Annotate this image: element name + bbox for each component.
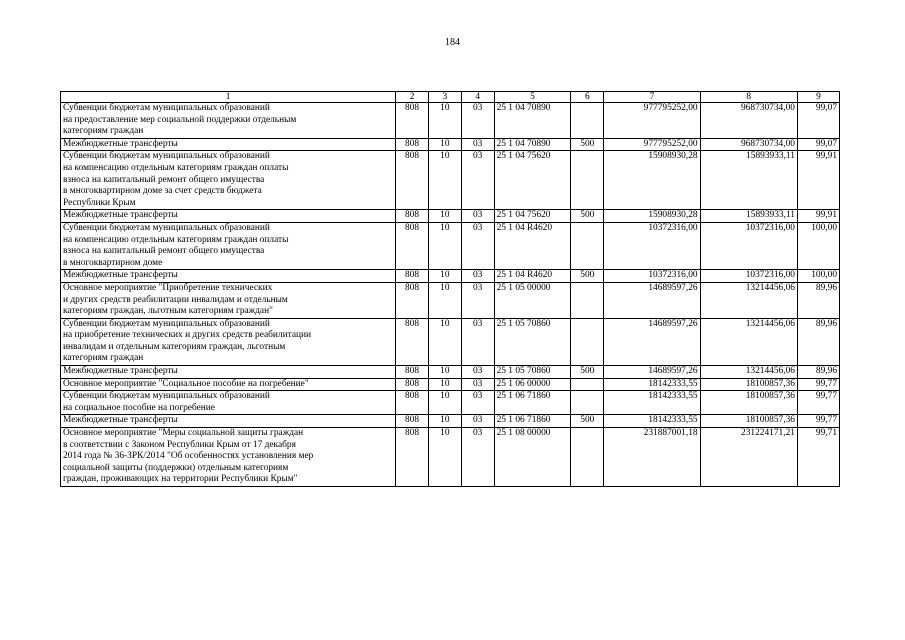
expense-type-cell: 500: [571, 270, 604, 283]
planned-amount-cell: 14689597,26: [604, 318, 700, 365]
table-row: [61, 103, 840, 139]
admin-code-cell: 808: [396, 210, 429, 223]
admin-code-cell: 808: [396, 222, 429, 269]
execution-percent-cell: 99,91: [797, 210, 839, 223]
target-article-cell: 25 1 04 R4620: [494, 270, 571, 283]
execution-percent-cell: 100,00: [797, 270, 839, 283]
executed-amount-cell: 10372316,00: [700, 270, 797, 283]
section-cell: 10: [428, 378, 461, 391]
row-name-cell: Субвенции бюджетам муниципальных образований на приобретение технических и других средств реабилитации инвалидам и отдельным категориям граждан, льготным категориям граждан: [61, 318, 396, 365]
planned-amount-cell: 977795252,00: [604, 103, 700, 139]
planned-amount-cell: 15908930,28: [604, 210, 700, 223]
budget-execution-table: [60, 91, 840, 487]
executed-amount-cell: 968730734,00: [700, 138, 797, 151]
section-cell: 10: [428, 415, 461, 428]
expense-type-cell: [571, 151, 604, 210]
row-name-cell: Основное мероприятие "Меры социальной защиты граждан в соответствии с Законом Республики Крым от 17 декабря 2014 года № 36-ЗРК/2014 "Об особенностях установления мер социальной защиты (поддержки) отдельным категориям граждан, проживающих на территории Республики Крым": [61, 428, 396, 487]
target-article-cell: 25 1 08 00000: [494, 428, 571, 487]
executed-amount-cell: 13214456,06: [700, 366, 797, 379]
execution-percent-cell: 99,77: [797, 378, 839, 391]
admin-code-cell: 808: [396, 415, 429, 428]
executed-amount-cell: 18100857,36: [700, 378, 797, 391]
execution-percent-cell: 99,07: [797, 103, 839, 139]
planned-amount-cell: 14689597,26: [604, 366, 700, 379]
header-col-3: 3: [428, 92, 461, 103]
subsection-cell: 03: [461, 282, 494, 318]
row-name-cell: Субвенции бюджетам муниципальных образований на компенсацию отдельным категориям граждан оплаты взноса на капитальный ремонт общего имущества в многоквартирном доме за счет средств бюджета Республики Крым: [61, 151, 396, 210]
expense-type-cell: 500: [571, 210, 604, 223]
table-row: [61, 282, 840, 318]
admin-code-cell: 808: [396, 138, 429, 151]
execution-percent-cell: 100,00: [797, 222, 839, 269]
section-cell: 10: [428, 210, 461, 223]
executed-amount-cell: 13214456,06: [700, 282, 797, 318]
executed-amount-cell: 18100857,36: [700, 391, 797, 415]
executed-amount-cell: 10372316,00: [700, 222, 797, 269]
target-article-cell: 25 1 06 71860: [494, 415, 571, 428]
section-cell: 10: [428, 391, 461, 415]
expense-type-cell: 500: [571, 138, 604, 151]
admin-code-cell: 808: [396, 270, 429, 283]
subsection-cell: 03: [461, 138, 494, 151]
header-col-8: 8: [700, 92, 797, 103]
admin-code-cell: 808: [396, 391, 429, 415]
subsection-cell: 03: [461, 270, 494, 283]
execution-percent-cell: 99,77: [797, 415, 839, 428]
execution-percent-cell: 89,96: [797, 282, 839, 318]
executed-amount-cell: 18100857,36: [700, 415, 797, 428]
planned-amount-cell: 10372316,00: [604, 222, 700, 269]
admin-code-cell: 808: [396, 378, 429, 391]
target-article-cell: 25 1 06 71860: [494, 391, 571, 415]
section-cell: 10: [428, 151, 461, 210]
row-name-cell: Межбюджетные трансферты: [61, 210, 396, 223]
target-article-cell: 25 1 04 R4620: [494, 222, 571, 269]
executed-amount-cell: 15893933,11: [700, 210, 797, 223]
header-col-7: 7: [604, 92, 700, 103]
executed-amount-cell: 231224171,21: [700, 428, 797, 487]
admin-code-cell: 808: [396, 151, 429, 210]
table-row: [61, 270, 840, 283]
execution-percent-cell: 99,07: [797, 138, 839, 151]
subsection-cell: 03: [461, 391, 494, 415]
target-article-cell: 25 1 05 00000: [494, 282, 571, 318]
section-cell: 10: [428, 103, 461, 139]
expense-type-cell: [571, 428, 604, 487]
planned-amount-cell: 977795252,00: [604, 138, 700, 151]
table-row: [61, 318, 840, 365]
subsection-cell: 03: [461, 428, 494, 487]
section-cell: 10: [428, 270, 461, 283]
subsection-cell: 03: [461, 151, 494, 210]
row-name-cell: Основное мероприятие "Социальное пособие на погребение": [61, 378, 396, 391]
executed-amount-cell: 968730734,00: [700, 103, 797, 139]
planned-amount-cell: 14689597,26: [604, 282, 700, 318]
section-cell: 10: [428, 366, 461, 379]
page-number: 184: [445, 37, 460, 48]
row-name-cell: Межбюджетные трансферты: [61, 415, 396, 428]
target-article-cell: 25 1 04 70890: [494, 138, 571, 151]
table-row: [61, 151, 840, 210]
planned-amount-cell: 10372316,00: [604, 270, 700, 283]
row-name-cell: Субвенции бюджетам муниципальных образований на социальное пособие на погребение: [61, 391, 396, 415]
section-cell: 10: [428, 428, 461, 487]
row-name-cell: Межбюджетные трансферты: [61, 138, 396, 151]
row-name-cell: Межбюджетные трансферты: [61, 270, 396, 283]
section-cell: 10: [428, 138, 461, 151]
table-row: [61, 428, 840, 487]
row-name-cell: Межбюджетные трансферты: [61, 366, 396, 379]
expense-type-cell: [571, 378, 604, 391]
executed-amount-cell: 15893933,11: [700, 151, 797, 210]
admin-code-cell: 808: [396, 318, 429, 365]
header-col-1: 1: [61, 92, 396, 103]
subsection-cell: 03: [461, 366, 494, 379]
subsection-cell: 03: [461, 378, 494, 391]
target-article-cell: 25 1 05 70860: [494, 366, 571, 379]
section-cell: 10: [428, 318, 461, 365]
executed-amount-cell: 13214456,06: [700, 318, 797, 365]
planned-amount-cell: 18142333,55: [604, 391, 700, 415]
row-name-cell: Субвенции бюджетам муниципальных образований на предоставление мер социальной поддержки отдельным категориям граждан: [61, 103, 396, 139]
subsection-cell: 03: [461, 222, 494, 269]
row-name-cell: Основное мероприятие "Приобретение технических и других средств реабилитации инвалидам и отдельным категориям граждан, льготным категориям граждан": [61, 282, 396, 318]
planned-amount-cell: 231887001,18: [604, 428, 700, 487]
execution-percent-cell: 99,91: [797, 151, 839, 210]
expense-type-cell: 500: [571, 415, 604, 428]
table-row: [61, 222, 840, 269]
target-article-cell: 25 1 04 75620: [494, 151, 571, 210]
target-article-cell: 25 1 05 70860: [494, 318, 571, 365]
table-row: [61, 378, 840, 391]
subsection-cell: 03: [461, 415, 494, 428]
admin-code-cell: 808: [396, 366, 429, 379]
expense-type-cell: [571, 282, 604, 318]
expense-type-cell: [571, 318, 604, 365]
execution-percent-cell: 99,71: [797, 428, 839, 487]
expense-type-cell: [571, 222, 604, 269]
execution-percent-cell: 89,96: [797, 318, 839, 365]
header-col-9: 9: [797, 92, 839, 103]
table-row: [61, 138, 840, 151]
subsection-cell: 03: [461, 103, 494, 139]
admin-code-cell: 808: [396, 282, 429, 318]
planned-amount-cell: 15908930,28: [604, 151, 700, 210]
section-cell: 10: [428, 222, 461, 269]
execution-percent-cell: 99,77: [797, 391, 839, 415]
expense-type-cell: [571, 391, 604, 415]
admin-code-cell: 808: [396, 103, 429, 139]
section-cell: 10: [428, 282, 461, 318]
target-article-cell: 25 1 04 70890: [494, 103, 571, 139]
subsection-cell: 03: [461, 210, 494, 223]
header-col-4: 4: [461, 92, 494, 103]
table-header-row: [61, 92, 840, 103]
admin-code-cell: 808: [396, 428, 429, 487]
target-article-cell: 25 1 04 75620: [494, 210, 571, 223]
expense-type-cell: 500: [571, 366, 604, 379]
table-row: [61, 366, 840, 379]
table-row: [61, 210, 840, 223]
expense-type-cell: [571, 103, 604, 139]
target-article-cell: 25 1 06 00000: [494, 378, 571, 391]
planned-amount-cell: 18142333,55: [604, 378, 700, 391]
table-row: [61, 415, 840, 428]
row-name-cell: Субвенции бюджетам муниципальных образований на компенсацию отдельным категориям граждан оплаты взноса на капитальный ремонт общего имущества в многоквартирном доме: [61, 222, 396, 269]
table-row: [61, 391, 840, 415]
execution-percent-cell: 89,96: [797, 366, 839, 379]
planned-amount-cell: 18142333,55: [604, 415, 700, 428]
header-col-6: 6: [571, 92, 604, 103]
header-col-2: 2: [396, 92, 429, 103]
subsection-cell: 03: [461, 318, 494, 365]
header-col-5: 5: [494, 92, 571, 103]
